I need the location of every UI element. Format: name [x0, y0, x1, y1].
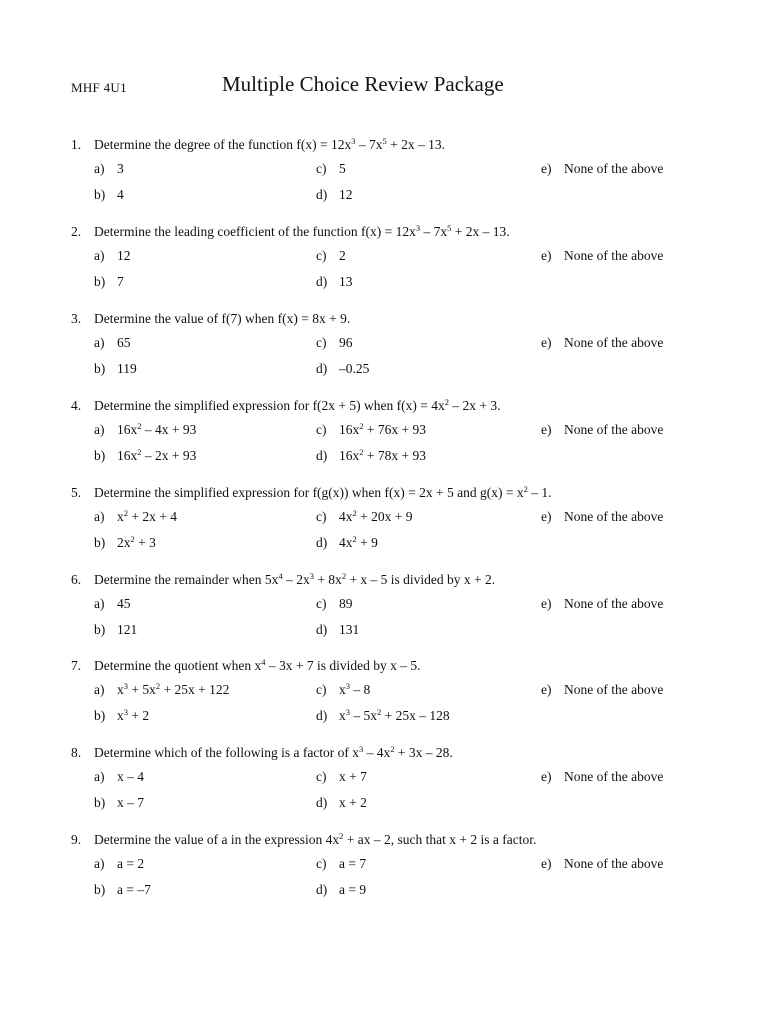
- option-b: b) 119: [94, 361, 137, 376]
- option-b: b) 4: [94, 187, 124, 202]
- question-number: 4.: [71, 398, 82, 413]
- question-text: Determine the simplified expression for f(g(x)) when f(x) = 2x + 5 and $g(x) = x^2 - 1$.: [94, 484, 552, 500]
- option-b: b) $2x^2 + 3$: [94, 534, 156, 550]
- option-d: d) x + 2: [316, 795, 367, 810]
- question-number: 5.: [71, 485, 82, 500]
- option-d: d) $16x^2 + 78x + 93$: [316, 447, 426, 463]
- question-2: [0, 224, 768, 304]
- option-b: b) 121: [94, 622, 138, 637]
- question-6: [0, 572, 768, 652]
- question-8: [0, 745, 768, 825]
- option-c: c) $16x^2 + 76x + 93$: [316, 421, 426, 437]
- question-number: 3.: [71, 311, 82, 326]
- option-a: a) 65: [94, 335, 131, 350]
- page-title: Multiple Choice Review Package: [222, 72, 504, 96]
- option-d: d) –0.25: [316, 361, 370, 376]
- option-b: b) a = –7: [94, 882, 151, 897]
- option-b: b) x – 7: [94, 795, 144, 810]
- option-a: a) $x^2 + 2x + 4$: [94, 508, 177, 524]
- option-c: c) 89: [316, 596, 353, 611]
- question-text: Determine the remainder when $5x^4 - 2x^3 + 8x^2 + x - 5$ is divided by x + 2.: [94, 571, 496, 587]
- option-c: c) x + 7: [316, 769, 367, 784]
- option-e: e) None of the above: [541, 596, 664, 611]
- option-b: b) 7: [94, 274, 124, 289]
- question-number: 2.: [71, 224, 82, 239]
- question-number: 6.: [71, 572, 82, 587]
- question-number: 1.: [71, 137, 82, 152]
- option-a: a) $16x^2 - 4x + 93$: [94, 421, 197, 437]
- option-d: d) 131: [316, 622, 360, 637]
- question-number: 9.: [71, 832, 82, 847]
- option-e: e) None of the above: [541, 422, 664, 437]
- option-a: a) 45: [94, 596, 131, 611]
- option-d: d) $x^3 - 5x^2 + 25x - 128$: [316, 707, 450, 723]
- question-9: [0, 832, 768, 912]
- question-text: Determine the value of f(7) when f(x) = 8x + 9.: [94, 311, 351, 326]
- option-e: e) None of the above: [541, 248, 664, 263]
- option-d: d) 13: [316, 274, 353, 289]
- option-a: a) 3: [94, 161, 124, 176]
- option-a: a) $x^3 + 5x^2 + 25x + 122$: [94, 681, 230, 697]
- option-d: d) 12: [316, 187, 353, 202]
- question-5: [0, 485, 768, 565]
- question-text: Determine which of the following is a factor of $x^3 - 4x^2 + 3x - 28$.: [94, 744, 453, 760]
- question-text: Determine the quotient when $x^4 - 3x + 7$ is divided by x – 5.: [94, 657, 421, 673]
- option-c: c) 2: [316, 248, 346, 263]
- question-1: [0, 137, 768, 217]
- option-a: a) 12: [94, 248, 131, 263]
- question-number: 7.: [71, 658, 82, 673]
- option-c: c) $x^3 - 8$: [316, 681, 371, 697]
- question-7: [0, 658, 768, 738]
- question-3: [0, 311, 768, 391]
- course-code: MHF 4U1: [71, 80, 127, 95]
- option-a: a) a = 2: [94, 856, 145, 871]
- option-b: b) $16x^2 - 2x + 93$: [94, 447, 197, 463]
- question-text: Determine the leading coefficient of the function $f(x) = 12x^3 - 7x^5 + 2x - 13$.: [94, 223, 510, 239]
- option-c: c) 5: [316, 161, 346, 176]
- question-text: Determine the degree of the function $f(x) = 12x^3 - 7x^5 + 2x - 13$.: [94, 136, 446, 152]
- question-text: Determine the value of a in the expression $4x^2$ + ax – 2, such that x + 2 is a factor.: [94, 831, 537, 847]
- question-4: [0, 398, 768, 478]
- option-e: e) None of the above: [541, 769, 664, 784]
- option-c: c) $4x^2 + 20x + 9$: [316, 508, 413, 524]
- option-c: c) a = 7: [316, 856, 367, 871]
- option-a: a) x – 4: [94, 769, 144, 784]
- option-e: e) None of the above: [541, 509, 664, 524]
- option-e: e) None of the above: [541, 335, 664, 350]
- option-d: d) $4x^2 + 9$: [316, 534, 378, 550]
- option-d: d) a = 9: [316, 882, 367, 897]
- question-text: Determine the simplified expression for f(2x + 5) when $f(x) = 4x^2 - 2x + 3$.: [94, 397, 501, 413]
- option-e: e) None of the above: [541, 682, 664, 697]
- option-e: e) None of the above: [541, 161, 664, 176]
- option-e: e) None of the above: [541, 856, 664, 871]
- option-c: c) 96: [316, 335, 353, 350]
- option-b: b) $x^3 + 2$: [94, 707, 150, 723]
- question-number: 8.: [71, 745, 82, 760]
